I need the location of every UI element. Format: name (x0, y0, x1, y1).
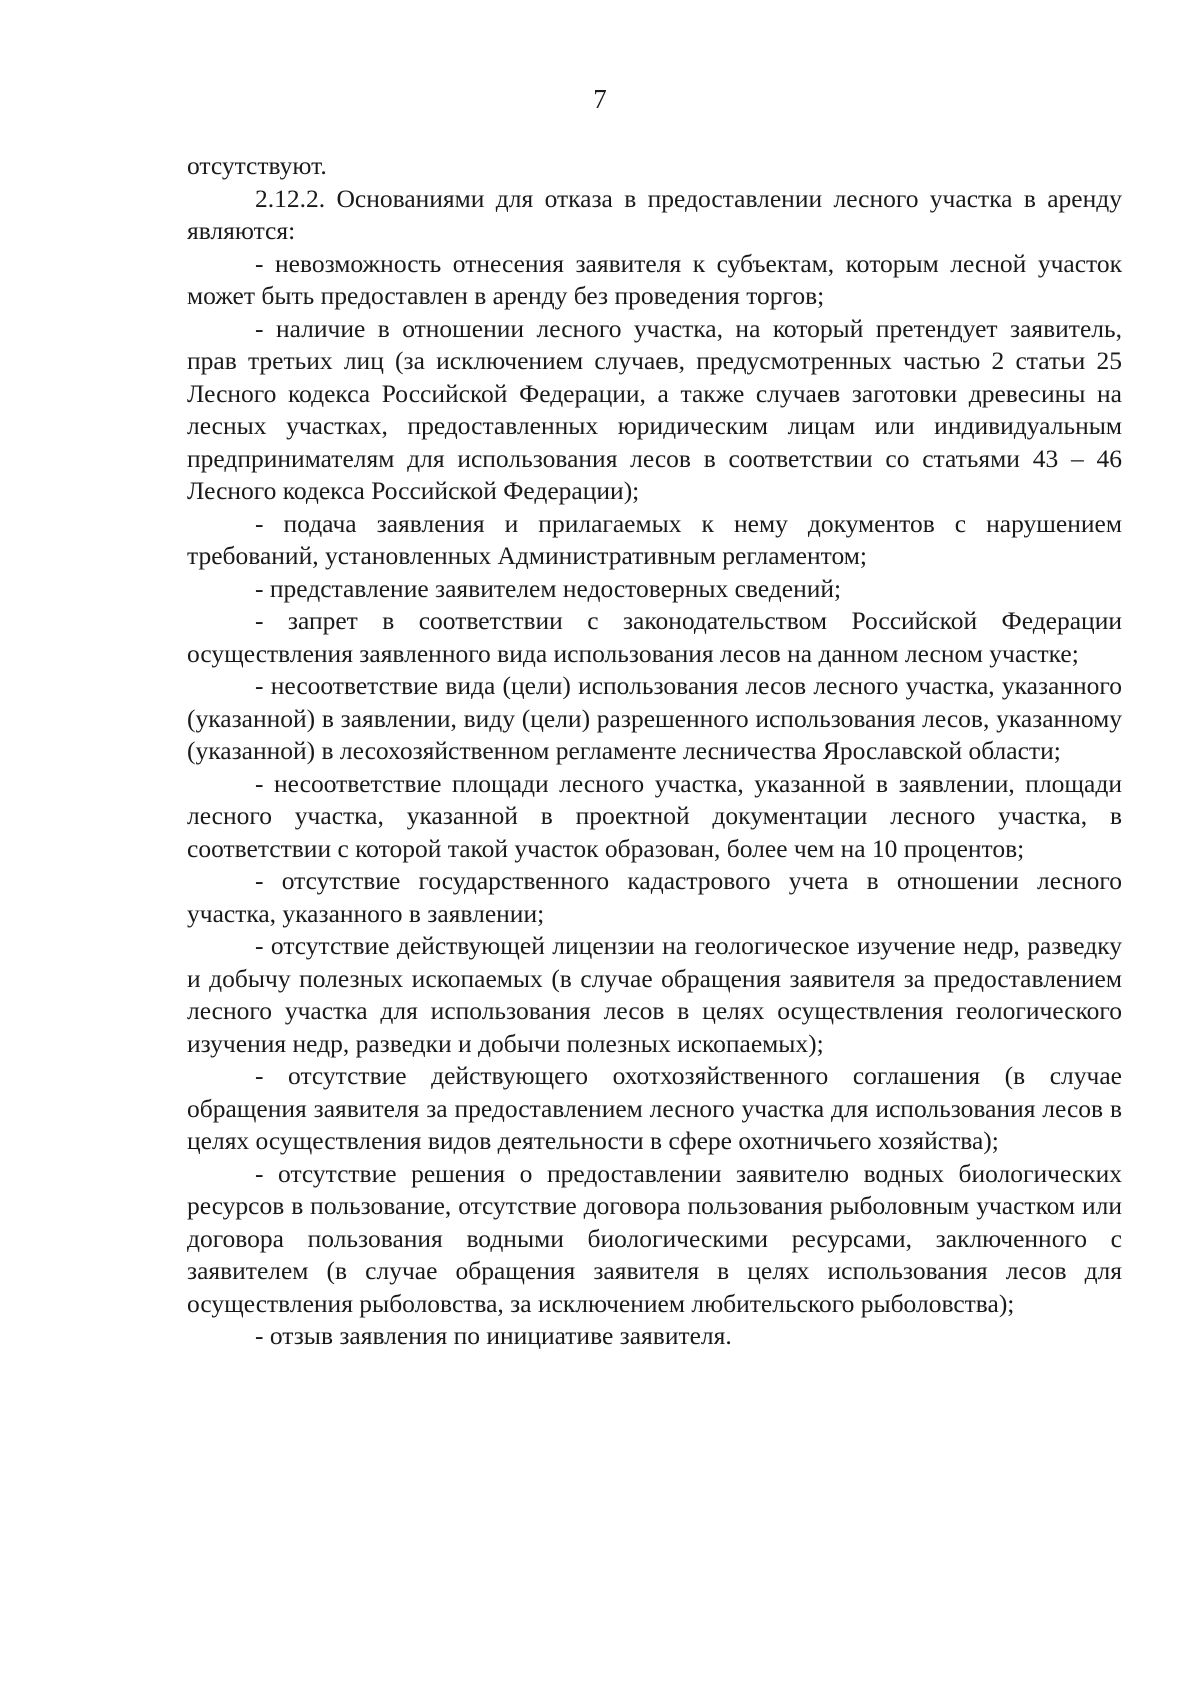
paragraph: - представление заявителем недостоверных сведений; (255, 573, 842, 603)
page-number: 7 (593, 84, 607, 114)
paragraph: - наличие в отношении лесного участка, на который претендует заявитель, прав третьих лиц (за исключением случаев, предусмотренных частью 2 статьи 25 Лесного кодекса Российской Федерации, а также случаев заготовки древесины на лесных участках, предоставленных юридическим лицам или индивидуальным предпринимателям для использования лесов в соответствии со статьями 43 – 46 Лесного кодекса Российской Федерации); (187, 313, 1122, 505)
paragraph: - отсутствие государственного кадастрового учета в отношении лесного участка, указанного в заявлении; (187, 866, 1122, 928)
paragraph: - отзыв заявления по инициативе заявителя. (255, 1321, 732, 1350)
paragraph: - несоответствие вида (цели) использования лесов лесного участка, указанного (указанной) в заявлении, виду (цели) разрешенного использования лесов, указанному (указанной) в лесохозяйственном регламенте лесничества Ярославской области; (187, 671, 1122, 765)
paragraph: - запрет в соответствии с законодательством Российской Федерации осуществления заявленного вида использования лесов на данном лесном участке; (187, 606, 1122, 668)
paragraph: - отсутствие действующей лицензии на геологическое изучение недр, разведку и добычу полезных ископаемых (в случае обращения заявителя за предоставлением лесного участка для использования лесов в целях осуществления геологического изучения недр, разведки и добычи полезных ископаемых); (187, 931, 1122, 1058)
paragraph: 2.12.2. Основаниями для отказа в предоставлении лесного участка в аренду являются: (187, 183, 1122, 245)
paragraph: - отсутствие решения о предоставлении заявителю водных биологических ресурсов в пользование, отсутствие договора пользования рыболовным участком или договора пользования водными биологическими ресурсами, заключенного с заявителем (в случае обращения заявителя в целях использования лесов для осуществления рыболовства, за исключением любительского рыболовства); (187, 1158, 1122, 1318)
paragraph: - подача заявления и прилагаемых к нему документов с нарушением требований, установленных Административным регламентом; (187, 508, 1122, 570)
paragraph: - отсутствие действующего охотхозяйственного соглашения (в случае обращения заявителя за предоставлением лесного участка для использования лесов в целях осуществления видов деятельности в сфере охотничьего хозяйства); (187, 1061, 1122, 1155)
paragraph: - невозможность отнесения заявителя к субъектам, которым лесной участок может быть предоставлен в аренду без проведения торгов; (187, 248, 1122, 310)
document-body (187, 150, 1122, 1353)
paragraph: - несоответствие площади лесного участка, указанной в заявлении, площади лесного участка, указанной в проектной документации лесного участка, в соответствии с которой такой участок образован, более чем на 10 процентов; (187, 768, 1122, 863)
paragraph: отсутствуют. (187, 151, 327, 180)
